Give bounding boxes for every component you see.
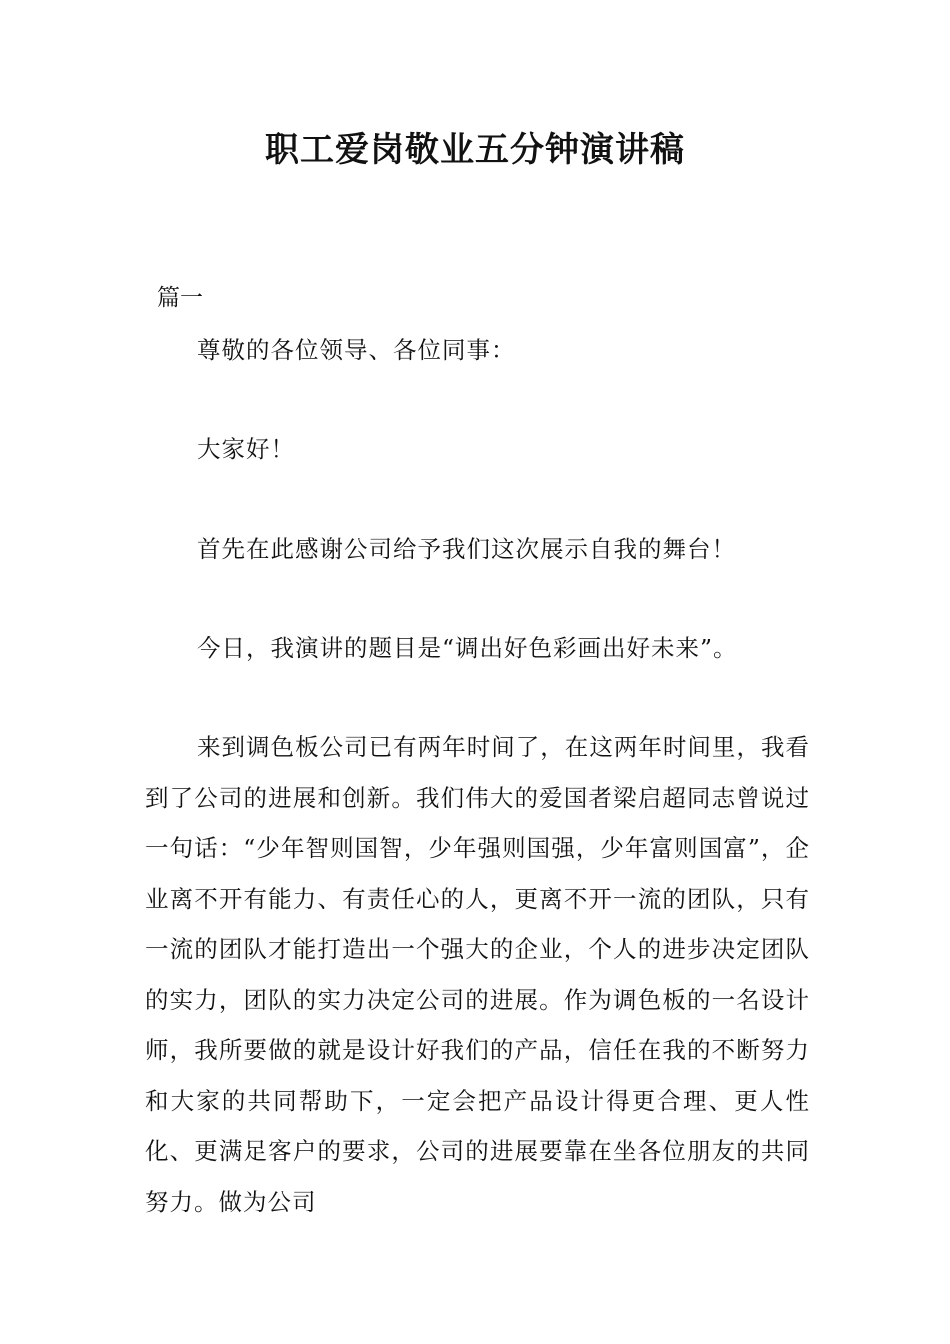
paragraph-body: 来到调色板公司已有两年时间了，在这两年时间里，我看到了公司的进展和创新。我们伟大的爱国者梁启超同志曾说过一句话：“少年智则国智，少年强则国强，少年富则国富”，企业离不开有能力、有责任心的人，更离不开一流的团队，只有一流的团队才能打造出一个强大的企业，个人的进步决定团队的实力，团队的实力决定公司的进展。作为调色板的一名设计师，我所要做的就是设计好我们的产品，信任在我的不断努力和大家的共同帮助下，一定会把产品设计得更合理、更人性化、更满足客户的要求，公司的进展要靠在坐各位朋友的共同努力。做为公司	[145, 733, 810, 1216]
document-title: 职工爱岗敬业五分钟演讲稿	[265, 130, 685, 170]
paragraph-hello: 大家好！	[197, 435, 295, 463]
paragraph-greeting: 尊敬的各位领导、各位同事：	[197, 336, 516, 364]
paragraph-thanks: 首先在此感谢公司给予我们这次展示自我的舞台！	[197, 535, 736, 563]
paragraph-topic: 今日，我演讲的题目是“调出好色彩画出好未来”。	[197, 634, 738, 662]
section-label: 篇一	[157, 285, 203, 311]
